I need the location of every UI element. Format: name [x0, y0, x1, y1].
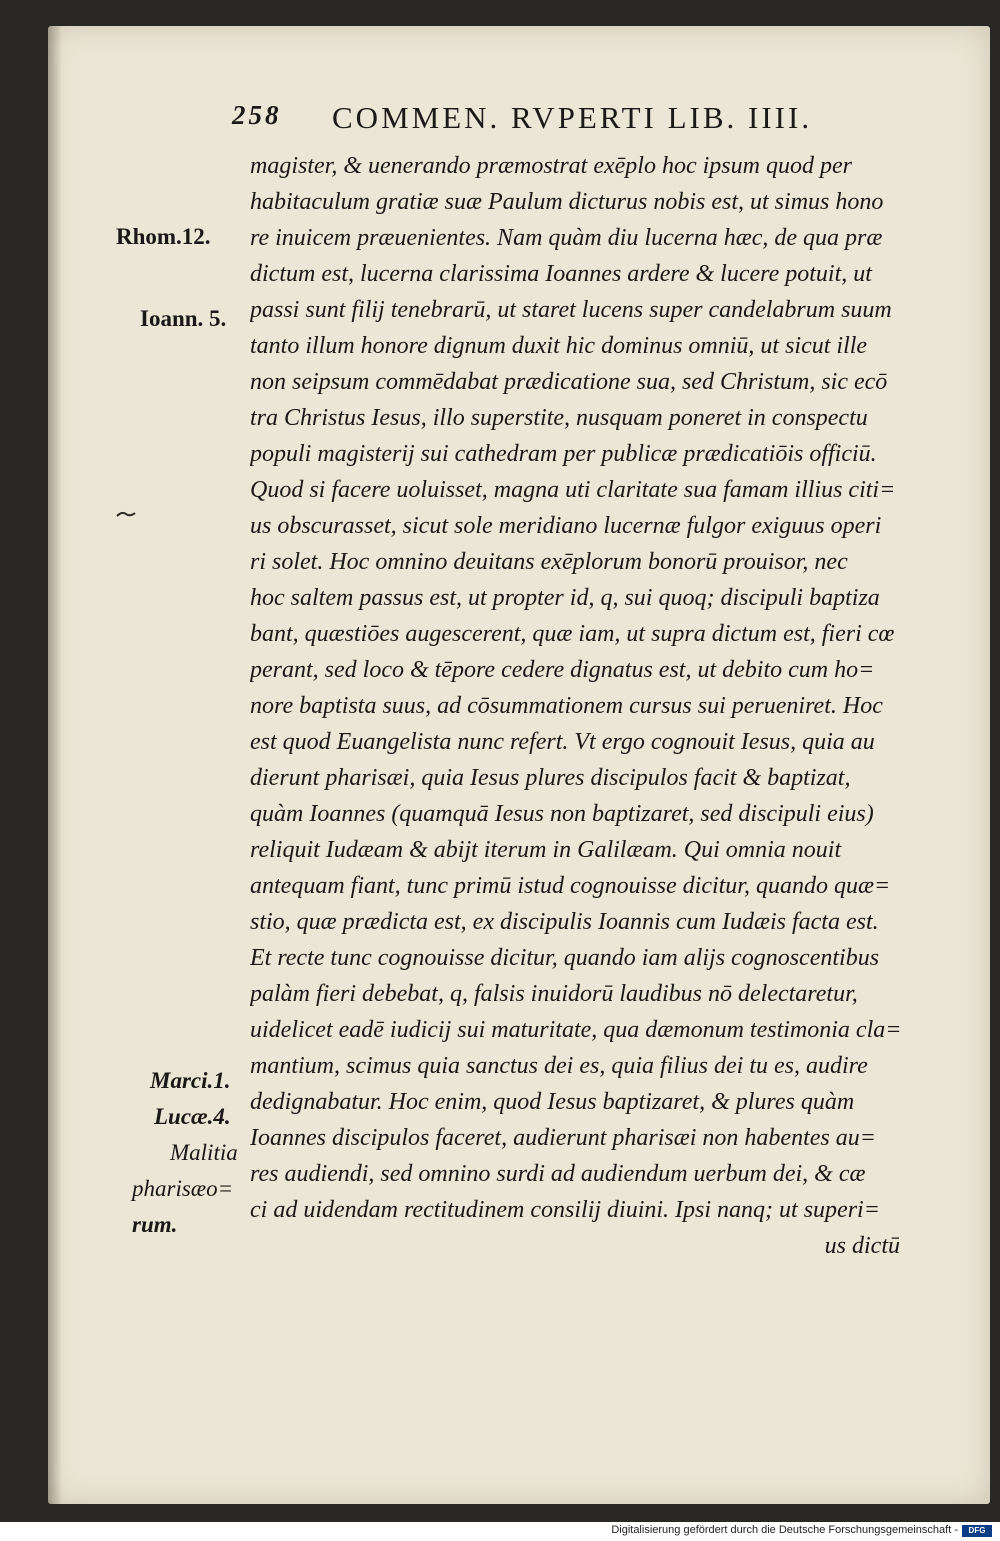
page-number: 258: [232, 100, 282, 130]
dfg-logo: DFG: [962, 1525, 992, 1537]
text-line: dictum est, lucerna clarissima Ioannes ardere & lucere potuit, ut: [250, 261, 872, 287]
text-line: ri solet. Hoc omnino deuitans exēplorum bonorū prouisor, nec: [250, 549, 848, 575]
text-line: hoc saltem passus est, ut propter id, q, sui quoq; discipuli baptiza: [250, 585, 880, 611]
page-gutter-shadow: [48, 26, 62, 1504]
text-line: uidelicet eadē iudicij sui maturitate, qua dæmonum testimonia cla=: [250, 1017, 902, 1043]
text-line: passi sunt filij tenebrarū, ut staret lucens super candelabrum suum: [250, 297, 892, 323]
text-line: Quod si facere uoluisset, magna uti claritate sua famam illius citi=: [250, 477, 896, 503]
text-line: non seipsum commēdabat prædicatione sua, sed Christum, sic ecō: [250, 369, 888, 395]
text-line: bant, quæstiōes augescerent, quæ iam, ut supra dictum est, fieri cœ: [250, 621, 895, 647]
text-line: nore baptista suus, ad cōsummationem cursus sui perueniret. Hoc: [250, 693, 883, 719]
margin-note-lucae: Lucæ.4.: [154, 1104, 231, 1129]
text-line: perant, sed loco & tēpore cedere dignatus est, ut debito cum ho=: [250, 657, 875, 683]
text-line: quàm Ioannes (quamquā Iesus non baptizaret, sed discipuli eius): [250, 801, 874, 827]
margin-note-malitia-line3: rum.: [132, 1212, 178, 1237]
catchword-line: us dictū: [824, 1233, 900, 1259]
running-head: COMMEN. RVPERTI LIB. IIII.: [332, 100, 813, 135]
text-line: res audiendi, sed omnino surdi ad audiendum uerbum dei, & cæ: [250, 1161, 866, 1187]
margin-note-malitia-line1: Malitia: [170, 1140, 238, 1165]
text-line: antequam fiant, tunc primū istud cognouisse dicitur, quando quæ=: [250, 873, 891, 899]
text-line: Et recte tunc cognouisse dicitur, quando iam alijs cognoscentibus: [250, 945, 880, 971]
body-text: [250, 148, 950, 1264]
margin-note-ioann: Ioann. 5.: [140, 306, 227, 331]
text-line: re inuicem præuenientes. Nam quàm diu lucerna hæc, de qua præ: [250, 225, 883, 251]
text-line: palàm fieri debebat, q, falsis inuidorū laudibus nō delectaretur,: [250, 981, 858, 1007]
text-line: est quod Euangelista nunc refert. Vt ergo cognouit Iesus, quia au: [250, 729, 875, 755]
ink-mark-icon: [116, 510, 136, 518]
margin-note-marci: Marci.1.: [150, 1068, 231, 1093]
text-line: tra Christus Iesus, illo superstite, nusquam poneret in conspectu: [250, 405, 868, 431]
text-line: habitaculum gratiæ suæ Paulum dicturus nobis est, ut simus hono: [250, 189, 884, 215]
text-line: dierunt pharisæi, quia Iesus plures discipulos facit & baptizat,: [250, 765, 851, 791]
text-line: ci ad uidendam rectitudinem consilij diuini. Ipsi nanq; ut superi=: [250, 1197, 880, 1223]
text-line: mantium, scimus quia sanctus dei es, quia filius dei tu es, audire: [250, 1053, 868, 1079]
text-line: stio, quæ prædicta est, ex discipulis Ioannis cum Iudæis facta est.: [250, 909, 879, 935]
footer-bar: [0, 1522, 1000, 1541]
text-line: us obscurasset, sicut sole meridiano lucernæ fulgor exiguus operi: [250, 513, 882, 539]
text-line: tanto illum honore dignum duxit hic dominus omniū, ut sicut ille: [250, 333, 868, 359]
text-line: magister, & uenerando præmostrat exēplo hoc ipsum quod per: [250, 153, 852, 179]
text-line: reliquit Iudæam & abijt iterum in Galilæam. Qui omnia nouit: [250, 837, 842, 863]
margin-note-malitia-line2: pharisæo=: [132, 1176, 234, 1201]
page-header: [232, 100, 912, 142]
margin-note-rhom: Rhom.12.: [116, 224, 211, 249]
funding-credit: Digitalisierung gefördert durch die Deutsche Forschungsgemeinschaft -: [611, 1524, 958, 1536]
text-line: populi magisterij sui cathedram per publicæ prædicatiōis officiū.: [250, 441, 877, 467]
text-line: dedignabatur. Hoc enim, quod Iesus baptizaret, & plures quàm: [250, 1089, 855, 1115]
text-line: Ioannes discipulos faceret, audierunt pharisæi non habentes au=: [250, 1125, 876, 1151]
